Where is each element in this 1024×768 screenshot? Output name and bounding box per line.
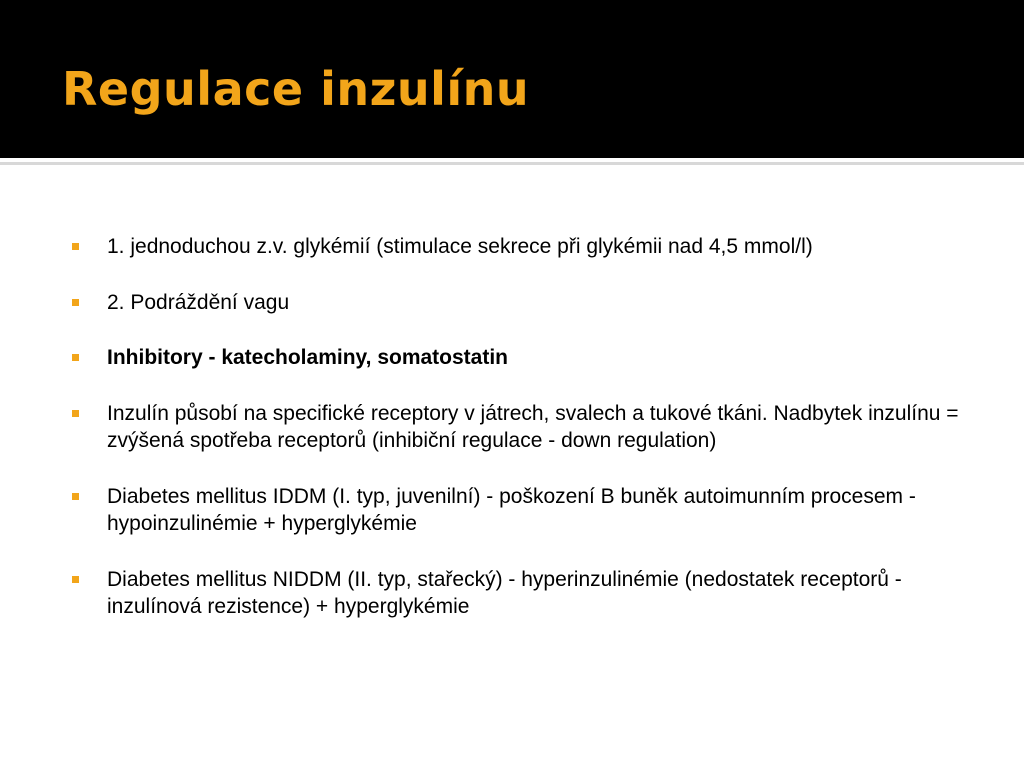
bullet-list — [70, 233, 970, 621]
square-bullet-icon — [72, 410, 79, 417]
divider — [0, 162, 1024, 165]
square-bullet-icon — [72, 493, 79, 500]
square-bullet-icon — [72, 576, 79, 583]
list-item — [70, 344, 970, 372]
list-item-text: Diabetes mellitus NIDDM (II. typ, stařecký) - hyperinzulinémie (nedostatek receptorů - inzulínová rezistence) + hyperglykémie — [107, 567, 902, 618]
list-item-text: 2. Podráždění vagu — [107, 290, 290, 314]
list-item-text: 1. jednoduchou z.v. glykémií (stimulace sekrece při glykémii nad 4,5 mmol/l) — [107, 235, 813, 258]
list-item — [70, 400, 970, 455]
list-item — [70, 233, 970, 261]
list-item — [70, 483, 970, 538]
content-area — [70, 233, 970, 649]
slide-title: Regulace inzulínu — [62, 62, 530, 116]
square-bullet-icon — [72, 299, 79, 306]
list-item-text: Inzulín působí na specifické receptory v játrech, svalech a tukové tkáni. Nadbytek inzulínu = zvýšená spotřeba receptorů (inhibiční regulace - down regulation) — [107, 401, 959, 452]
title-bar — [0, 0, 1024, 158]
list-item — [70, 289, 970, 317]
list-item-text: Inhibitory - katecholaminy, somatostatin — [107, 346, 509, 369]
list-item-text: Diabetes mellitus IDDM (I. typ, juvenilní) - poškození B buněk autoimunním procesem - hypoinzulinémie + hyperglykémie — [107, 484, 916, 535]
square-bullet-icon — [72, 243, 79, 250]
list-item — [70, 566, 970, 621]
square-bullet-icon — [72, 354, 79, 361]
